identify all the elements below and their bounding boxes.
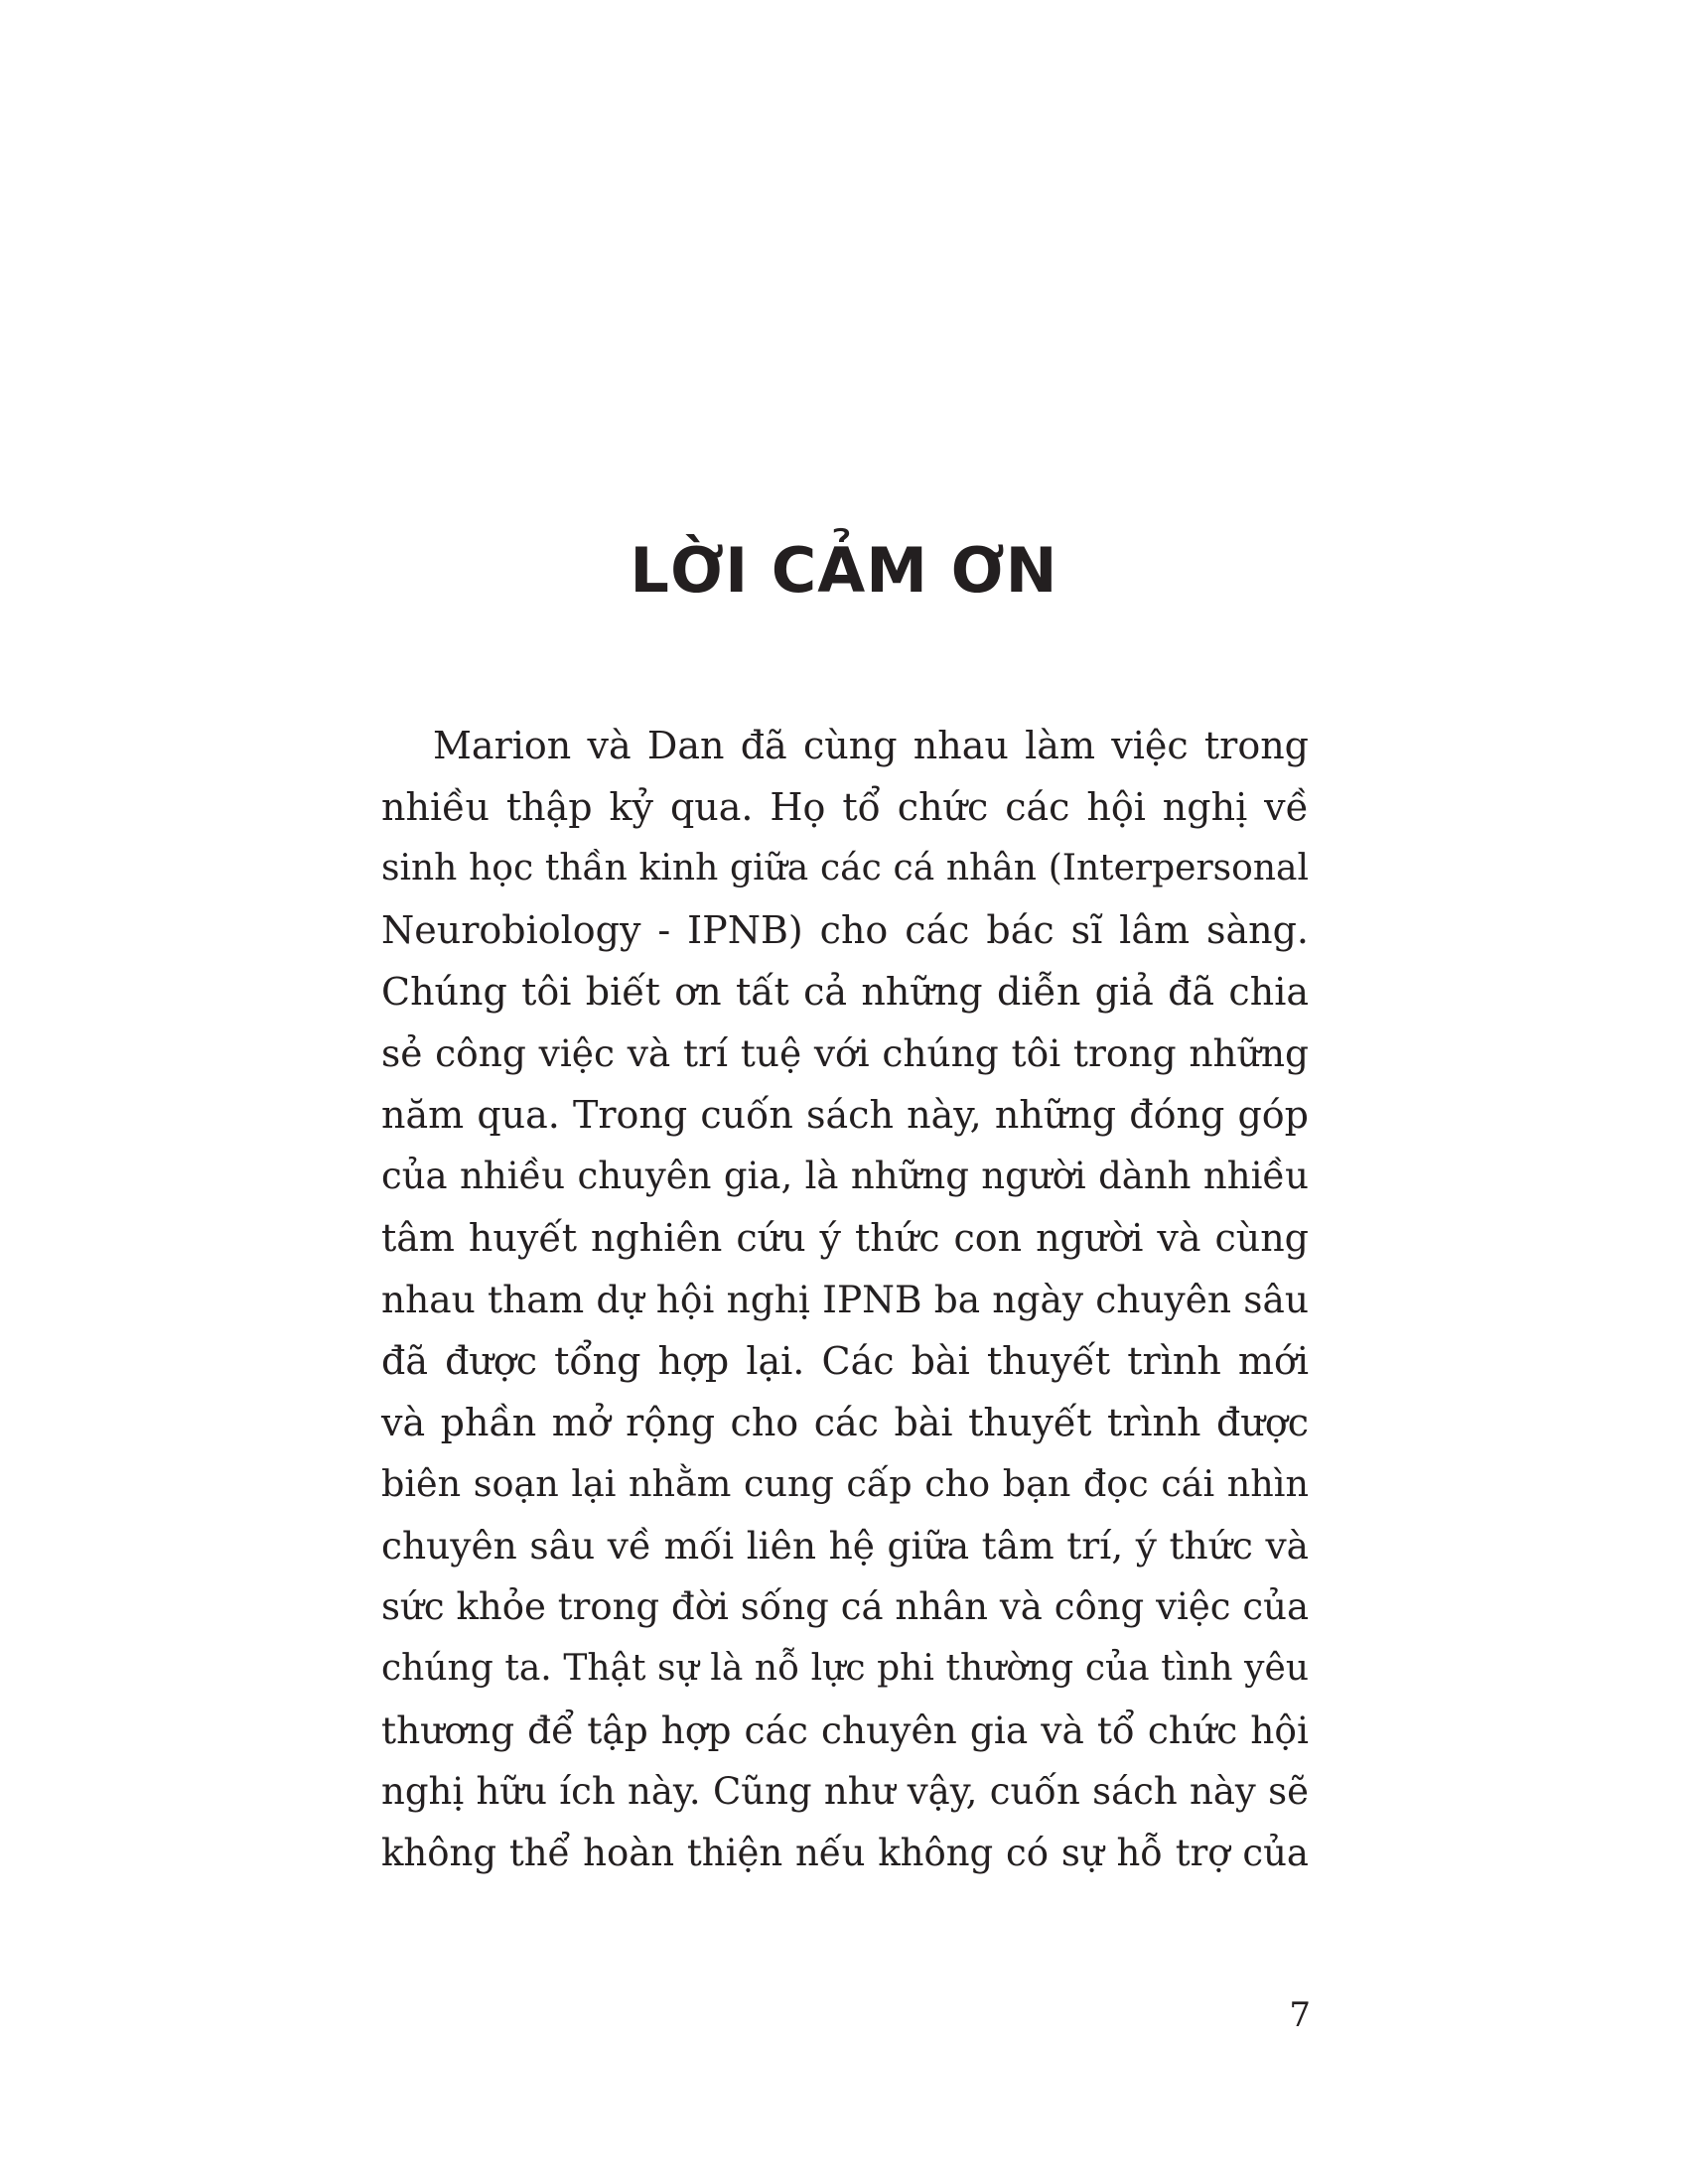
text-line: tâm huyết nghiên cứu ý thức con người và cùng (381, 1216, 1309, 1260)
text-line: thương để tập hợp các chuyên gia và tổ chức hội (381, 1708, 1309, 1752)
text-line: năm qua. Trong cuốn sách này, những đóng góp (381, 1093, 1309, 1137)
text-line: của nhiều chuyên gia, là những người dành nhiều (381, 1155, 1309, 1197)
text-line: Chúng tôi biết ơn tất cả những diễn giả đã chia (381, 970, 1309, 1014)
text-line: đã được tổng hợp lại. Các bài thuyết trình mới (381, 1339, 1309, 1383)
text-line: Marion và Dan đã cùng nhau làm việc trong (433, 724, 1309, 767)
text-line: nghị hữu ích này. Cũng như vậy, cuốn sách này sẽ (381, 1770, 1309, 1813)
text-line: sinh học thần kinh giữa các cá nhân (Interpersonal (381, 848, 1309, 888)
text-line: chúng ta. Thật sự là nỗ lực phi thường của tình yêu (381, 1648, 1309, 1689)
text-line: nhiều thập kỷ qua. Họ tổ chức các hội nghị về (381, 785, 1309, 829)
chapter-title: LỜI CẢM ƠN (630, 534, 1058, 607)
text-line: chuyên sâu về mối liên hệ giữa tâm trí, ý thức và (381, 1524, 1309, 1568)
text-line: biên soạn lại nhằm cung cấp cho bạn đọc cái nhìn (381, 1462, 1309, 1505)
acknowledgements-paragraph (381, 715, 1309, 1884)
text-line: không thể hoàn thiện nếu không có sự hỗ trợ của (381, 1832, 1309, 1874)
text-line: Neurobiology - IPNB) cho các bác sĩ lâm sàng. (381, 908, 1309, 952)
page-number: 7 (1289, 1995, 1311, 2035)
text-line: sẻ công việc và trí tuệ với chúng tôi trong những (381, 1031, 1309, 1075)
text-line: và phần mở rộng cho các bài thuyết trình được (381, 1401, 1309, 1444)
text-line: sức khỏe trong đời sống cá nhân và công việc của (381, 1585, 1309, 1628)
text-line: nhau tham dự hội nghị IPNB ba ngày chuyên sâu (381, 1278, 1309, 1321)
